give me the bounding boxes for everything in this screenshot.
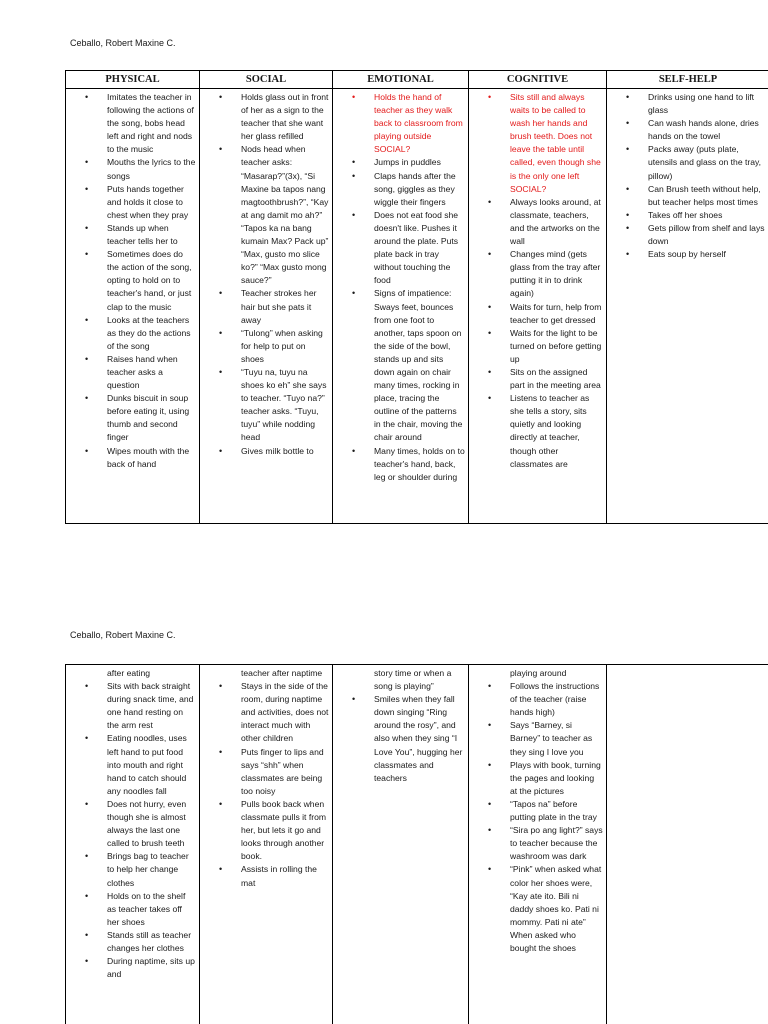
social-list xyxy=(203,667,329,890)
list-item: • Nods head when teacher asks: “Masarap?”(3x), “Si Maxine ba tapos nang magtoothbrush?”, “Kay at ang damit mo ah?” “Tapos ka na bang kumain Max? Pack up” “Max, gusto mo slice ko?” “Max gusto mong sauce?” xyxy=(241,143,329,287)
list-item: • Says “Barney, si Barney” to teacher as they sing I love you xyxy=(510,719,603,758)
list-item: • Gives milk bottle to xyxy=(241,445,329,458)
list-item: • Always looks around, at classmate, teachers, and the artworks on the wall xyxy=(510,196,603,248)
list-item: • “Tapos na” before putting plate in the tray xyxy=(510,798,603,824)
list-item: • Dunks biscuit in soup before eating it, using thumb and second finger xyxy=(107,392,196,444)
cell-emotional xyxy=(333,89,469,524)
list-item: • Follows the instructions of the teacher (raise hands high) xyxy=(510,680,603,719)
list-item: • Does not eat food she doesn't like. Pushes it around the plate. Puts plate back in tray without touching the food xyxy=(374,209,465,288)
header-self-help: SELF-HELP xyxy=(607,71,768,89)
list-item: • Mouths the lyrics to the songs xyxy=(107,156,196,182)
list-item: • Stands up when teacher tells her to xyxy=(107,222,196,248)
table-row xyxy=(66,89,768,524)
list-item: • Eating noodles, uses left hand to put food into mouth and right hand to catch should any noodles fall xyxy=(107,732,196,797)
cell-cognitive xyxy=(469,665,607,1024)
author-name: Ceballo, Robert Maxine C. xyxy=(70,38,176,48)
physical-list xyxy=(69,91,196,471)
document-page-2 xyxy=(0,600,768,1024)
list-item: • Waits for the light to be turned on before getting up xyxy=(510,327,603,366)
cell-physical xyxy=(66,665,200,1024)
list-item: • Looks at the teachers as they do the actions of the song xyxy=(107,314,196,353)
list-item: • Stands still as teacher changes her clothes xyxy=(107,929,196,955)
list-item: • Sits with back straight during snack time, and one hand resting on the arm rest xyxy=(107,680,196,732)
list-item: • Eats soup by herself xyxy=(648,248,766,261)
cell-physical xyxy=(66,89,200,524)
list-item: • Claps hands after the song, giggles as they wiggle their fingers xyxy=(374,170,465,209)
list-item: • Can Brush teeth without help, but teacher helps most times xyxy=(648,183,766,209)
list-item: • Signs of impatience: Sways feet, bounces from one foot to another, taps spoon on the side of the bowl, stands up and sits down again on chair many times, rocking in place, tracing the outline of the patterns in the chair, moving the chair around xyxy=(374,287,465,444)
list-item: • Sits on the assigned part in the meeting area xyxy=(510,366,603,392)
observation-table xyxy=(65,70,768,524)
list-item: • “Tuyu na, tuyu na shoes ko eh” she says to teacher. “Tuyo na?” teacher asks. “Tuyu, tuyu” while nodding head xyxy=(241,366,329,445)
header-emotional: EMOTIONAL xyxy=(333,71,469,89)
cell-self-help xyxy=(607,89,768,524)
table-header-row xyxy=(66,71,768,89)
social-list xyxy=(203,91,329,458)
list-item: • Pulls book back when classmate pulls it from her, but lets it go and looks through another book. xyxy=(241,798,329,863)
list-item: • Changes mind (gets glass from the tray after putting it in to drink again) xyxy=(510,248,603,300)
cell-social xyxy=(200,89,333,524)
cell-cognitive xyxy=(469,89,607,524)
list-item: • During naptime, sits up and xyxy=(107,955,196,981)
list-item: • Raises hand when teacher asks a question xyxy=(107,353,196,392)
list-item: • “Pink” when asked what color her shoes were, “Kay ate ito. Bili ni daddy shoes ko. Pati ni mommy. Pati ni ate” When asked who bought the shoes xyxy=(510,863,603,955)
list-item: • Sits still and always waits to be called to wash her hands and brush teeth. Does not leave the table until called, even though she is the only one left SOCIAL? xyxy=(510,91,603,196)
cognitive-list xyxy=(472,667,603,955)
list-item: • Puts hands together and holds it close to chest when they pray xyxy=(107,183,196,222)
list-item: • Waits for turn, help from teacher to get dressed xyxy=(510,301,603,327)
header-social: SOCIAL xyxy=(200,71,333,89)
list-item: • Puts finger to lips and says “shh” when classmates are being too noisy xyxy=(241,746,329,798)
list-item: • “Tulong” when asking for help to put on shoes xyxy=(241,327,329,366)
cell-self-help xyxy=(607,665,768,1024)
list-item: • Listens to teacher as she tells a story, sits quietly and looking directly at teacher, though other classmates are xyxy=(510,392,603,471)
list-item: teacher after naptime xyxy=(241,668,323,678)
list-item: • Holds the hand of teacher as they walk back to classroom from playing outside SOCIAL? xyxy=(374,91,465,156)
cell-social xyxy=(200,665,333,1024)
header-physical: PHYSICAL xyxy=(66,71,200,89)
list-item: • Drinks using one hand to lift glass xyxy=(648,91,766,117)
observation-table-continued xyxy=(65,664,768,1024)
list-item: • Jumps in puddles xyxy=(374,156,465,169)
cognitive-list xyxy=(472,91,603,471)
header-cognitive: COGNITIVE xyxy=(469,71,607,89)
table-row xyxy=(66,665,768,1024)
list-item: • Holds glass out in front of her as a sign to the teacher that she want her glass refilled xyxy=(241,91,329,143)
list-item: • Holds on to the shelf as teacher takes off her shoes xyxy=(107,890,196,929)
list-item: • Plays with book, turning the pages and looking at the pictures xyxy=(510,759,603,798)
physical-list xyxy=(69,667,196,981)
list-item: • Smiles when they fall down singing “Ring around the rosy”, and also when they sing “I Love You”, hugging her classmates and teachers xyxy=(374,693,465,785)
list-item: playing around xyxy=(510,668,567,678)
list-item: • Many times, holds on to teacher's hand, back, leg or shoulder during xyxy=(374,445,465,484)
emotional-list xyxy=(336,91,465,484)
list-item: after eating xyxy=(107,668,150,678)
list-item: • Gets pillow from shelf and lays down xyxy=(648,222,766,248)
emotional-list xyxy=(336,667,465,785)
list-item: • Packs away (puts plate, utensils and glass on the tray, pillow) xyxy=(648,143,766,182)
list-item: • Imitates the teacher in following the actions of the song, bobs head left and right and nods to the music xyxy=(107,91,196,156)
list-item: • Brings bag to teacher to help her change clothes xyxy=(107,850,196,889)
list-item: • Teacher strokes her hair but she pats it away xyxy=(241,287,329,326)
self-help-list xyxy=(610,91,766,261)
list-item: story time or when a song is playing” xyxy=(374,668,452,692)
list-item: • Sometimes does do the action of the song, opting to hold on to teacher's hand, or just clap to the music xyxy=(107,248,196,313)
cell-emotional xyxy=(333,665,469,1024)
list-item: • Can wash hands alone, dries hands on the towel xyxy=(648,117,766,143)
list-item: • Takes off her shoes xyxy=(648,209,766,222)
list-item: • Stays in the side of the room, during naptime and activities, does not interact much with other children xyxy=(241,680,329,745)
author-name: Ceballo, Robert Maxine C. xyxy=(70,630,176,640)
list-item: • Assists in rolling the mat xyxy=(241,863,329,889)
list-item: • “Sira po ang light?” says to teacher because the washroom was dark xyxy=(510,824,603,863)
list-item: • Wipes mouth with the back of hand xyxy=(107,445,196,471)
list-item: • Does not hurry, even though she is almost always the last one called to brush teeth xyxy=(107,798,196,850)
